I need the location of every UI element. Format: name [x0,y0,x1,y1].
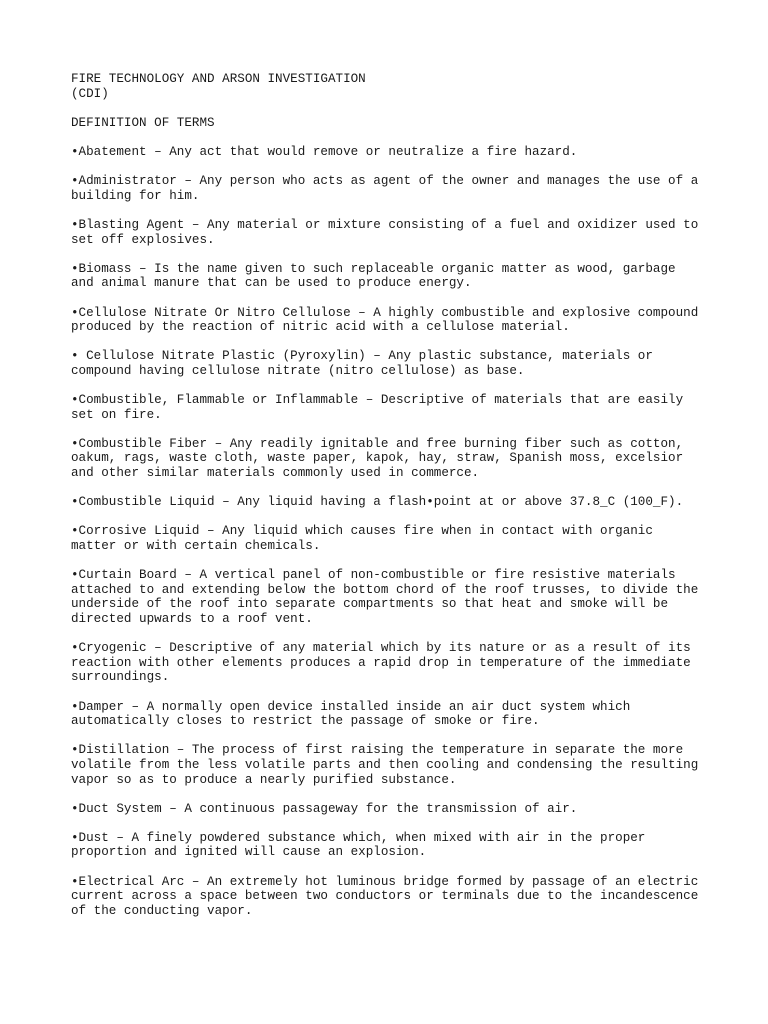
definition-combustible: •Combustible, Flammable or Inflammable – Descriptive of materials that are easily set on fire. [71,393,684,422]
definition-combustible-liquid: •Combustible Liquid – Any liquid having a flash•point at or above 37.8_C (100_F). [71,495,684,510]
definition-abatement: •Abatement – Any act that would remove or neutralize a fire hazard. [71,144,578,159]
section-heading: DEFINITION OF TERMS [71,115,215,130]
document-page [71,72,711,933]
document-title [71,72,711,101]
definition-damper: •Damper – A normally open device installed inside an air duct system which automatically closes to restrict the passage of smoke or fire. [71,699,631,729]
definition-duct-system: •Duct System – A continuous passageway for the transmission of air. [71,801,578,816]
title-line: FIRE TECHNOLOGY AND ARSON INVESTIGATION [71,72,366,86]
definition-dust: •Dust – A finely powdered substance which, when mixed with air in the proper proportion and ignited will cause an explosion. [71,830,646,860]
definition-administrator: •Administrator – Any person who acts as agent of the owner and manages the use of a building for him. [71,174,699,203]
definition-cellulose-nitrate-plastic: • Cellulose Nitrate Plastic (Pyroxylin) – Any plastic substance, materials or compound having cellulose nitrate (nitro cellulose) as base. [71,349,653,378]
definition-biomass: •Biomass – Is the name given to such replaceable organic matter as wood, garbage and animal manure that can be used to produce energy. [71,261,676,291]
definition-cellulose-nitrate: •Cellulose Nitrate Or Nitro Cellulose – A highly combustible and explosive compound produced by the reaction of nitric acid with a cellulose material. [71,305,699,335]
definitions-list [71,145,711,918]
definition-corrosive-liquid: •Corrosive Liquid – Any liquid which causes fire when in contact with organic matter or with certain chemicals. [71,524,653,553]
definition-blasting-agent: •Blasting Agent – Any material or mixture consisting of a fuel and oxidizer used to set off explosives. [71,217,699,247]
definition-cryogenic: •Cryogenic – Descriptive of any material which by its nature or as a result of its reaction with other elements produces a rapid drop in temperature of the immediate surroundings. [71,641,691,685]
definition-distillation: •Distillation – The process of first raising the temperature in separate the more volatile from the less volatile parts and then cooling and condensing the resulting vapor so as to produce a nearly purified substance. [71,743,699,787]
definition-combustible-fiber: •Combustible Fiber – Any readily ignitable and free burning fiber such as cotton, oakum, rags, waste cloth, waste paper, kapok, hay, straw, Spanish moss, excelsior and other similar materials commonly used in commerce. [71,436,684,481]
subtitle-line: (CDI) [71,86,109,101]
definition-curtain-board: •Curtain Board – A vertical panel of non-combustible or fire resistive materials attached to and extending below the bottom chord of the roof trusses, to divide the underside of the roof into separate compartments so that heat and smoke will be directed upwards to a roof vent. [71,568,699,626]
definition-electrical-arc: •Electrical Arc – An extremely hot luminous bridge formed by passage of an electric current across a space between two conductors or terminals due to the incandescence of the conducting vapor. [71,874,699,918]
